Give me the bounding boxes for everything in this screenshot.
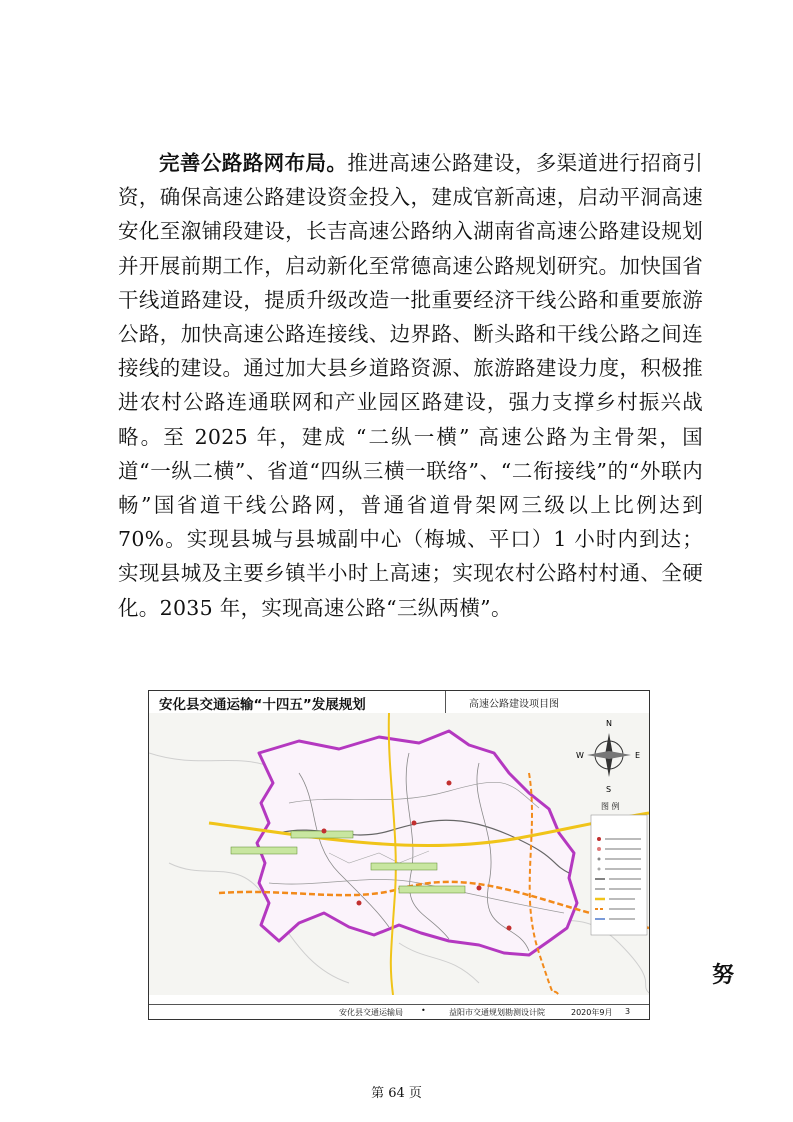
body-paragraph — [118, 146, 703, 625]
map-image — [149, 713, 649, 995]
legend-title: 图 例 — [601, 802, 620, 811]
planning-map — [148, 690, 650, 1020]
map-title: 安化县交通运输“十四五”发展规划 — [159, 697, 366, 713]
map-header — [149, 691, 649, 714]
footer-number: 3 — [625, 1007, 631, 1016]
compass-w: W — [576, 751, 584, 760]
footer-agency: 安化县交通运输局 — [339, 1008, 403, 1017]
compass-n: N — [606, 719, 612, 728]
map-subtitle: 高速公路建设项目图 — [469, 699, 559, 710]
footer-date: 2020年9月 — [571, 1008, 613, 1017]
side-character: 努 — [712, 962, 735, 988]
paragraph-body: 推进高速公路建设，多渠道进行招商引资，确保高速公路建设资金投入，建成官新高速，启动平洞高速安化至溆铺段建设，长吉高速公路纳入湖南省高速公路建设规划并开展前期工作，启动新化至常德高速公路规划研究。加快国省干线道路建设，提质升级改造一批重要经济干线公路和重要旅游公路，加快高速公路连接线、边界路、断头路和干线公路之间连接线的建设。通过加大县乡道路资源、旅游路建设力度，积极推进农村公路连通联网和产业园区路建设，强力支撑乡村振兴战略。至 2025 年，建成 “二纵一横” 高速公路为主骨架，国道“一纵二横”、省道“四纵三横一联络”、“二衔接线”的“外联内畅”国省道干线公路网，普通省道骨架网三级以上比例达到 70%。实现县城与县城副中心（梅城、平口）1 小时内到达；实现县城及主要乡镇半小时上高速；实现农村公路村村通、全硬化。2035 年，实现高速公路“三纵两横”。 — [118, 151, 703, 620]
compass-s: S — [606, 785, 612, 794]
page-number: 第 64 页 — [371, 1086, 422, 1101]
footer-institute: 益阳市交通规划勘测设计院 — [449, 1008, 545, 1017]
paragraph-lead: 完善公路路网布局。 — [159, 151, 348, 175]
header-divider — [445, 691, 446, 713]
footer-dot: • — [421, 1006, 426, 1015]
compass-e: E — [635, 751, 641, 760]
legend-box — [591, 815, 647, 935]
map-footer — [149, 1004, 649, 1019]
